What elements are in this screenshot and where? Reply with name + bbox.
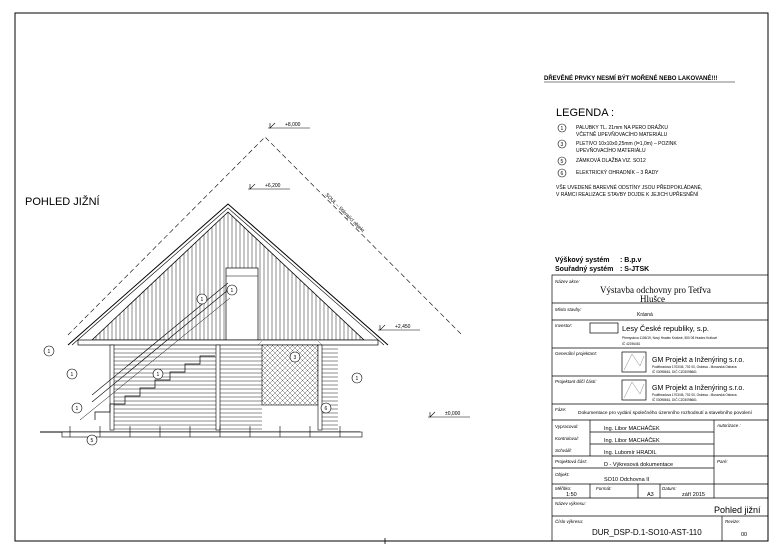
phase-value: Dokumentace pro vydání společného územního rozhodnutí a stavebního povolení [578, 411, 752, 416]
project-title-2: Hlušce [640, 294, 665, 304]
svg-text:1: 1 [230, 288, 234, 294]
prepared-by: Ing. Libor MACHÁČEK [604, 426, 660, 432]
coord-system-value: : S-JTSK [620, 266, 650, 273]
svg-text:1: 1 [560, 126, 564, 132]
elevation-marker-eave [378, 324, 420, 330]
svg-text:Poděbradova 1703/45, 702 00, O: Poděbradova 1703/45, 702 00, Ostrava - Moravská Ostrava [652, 393, 737, 397]
svg-text:Místo stavby:: Místo stavby: [555, 307, 582, 312]
project-part: D - Výkresová dokumentace [604, 462, 674, 468]
svg-text:Vypracoval:: Vypracoval: [555, 424, 579, 429]
svg-text:VČETNĚ UPEVŇOVACÍHO MATERIÁLU: VČETNĚ UPEVŇOVACÍHO MATERIÁLU [576, 132, 668, 138]
elevation-marker-zero [428, 411, 470, 417]
svg-text:Přemyslova 1106/19, Nový Hrade: Přemyslova 1106/19, Nový Hradec Králové, 500 08 Hradec Králové [622, 336, 718, 340]
svg-text:Datum:: Datum: [662, 486, 677, 491]
svg-text:+6,200: +6,200 [265, 183, 281, 189]
format-value: A3 [647, 492, 654, 498]
partial-designer-name: GM Projekt a Inženýring s.r.o. [652, 385, 745, 392]
svg-text:1: 1 [70, 372, 74, 378]
svg-text:+2,450: +2,450 [395, 324, 411, 330]
svg-text:Číslo výkresu:: Číslo výkresu: [555, 519, 584, 524]
svg-text:Měřítko:: Měřítko: [555, 486, 572, 491]
view-title: POHLED JIŽNÍ [25, 196, 100, 208]
object-value: SO10 Odchovna II [604, 477, 650, 483]
svg-text:ZÁMKOVÁ DLAŽBA VIZ. SO12: ZÁMKOVÁ DLAŽBA VIZ. SO12 [576, 158, 646, 164]
svg-text:Název výkresu:: Název výkresu: [555, 501, 586, 506]
svg-text:3: 3 [293, 355, 297, 361]
svg-text:PALUBKY TL. 21mm NA PERO DRÁŽK: PALUBKY TL. 21mm NA PERO DRÁŽKU [576, 125, 668, 131]
svg-text:Schválil:: Schválil: [555, 448, 572, 453]
svg-text:3: 3 [560, 142, 564, 148]
svg-text:6: 6 [324, 406, 328, 412]
svg-text:Revize:: Revize: [725, 519, 741, 524]
investor-name: Lesy České republiky, s.p. [622, 324, 709, 333]
svg-text:IČ 03098661, DIČ CZ03098661: IČ 03098661, DIČ CZ03098661 [652, 398, 697, 402]
svg-text:6: 6 [560, 171, 564, 177]
approved-by: Ing. Lubomír HRADIL [604, 450, 657, 456]
svg-text:PLETIVO 10x10x0,25mm (l=1,0m): PLETIVO 10x10x0,25mm (l=1,0m) – POZINK [576, 141, 677, 147]
drawing-name: Pohled jižní [714, 505, 761, 515]
roof-note: SOUL – Stávající objekt [323, 192, 366, 234]
legend-title: LEGENDA : [556, 107, 615, 119]
svg-text:Autorizace :: Autorizace : [717, 423, 741, 428]
svg-text:1: 1 [47, 349, 51, 355]
scale-value: 1:50 [566, 492, 577, 498]
legend-note: V RÁMCI REALIZACE STAVBY DOJDE K JEJICH UPŘESNĚNÍ [556, 192, 699, 198]
svg-text:Poděbradova 1703/45, 702 00, O: Poděbradova 1703/45, 702 00, Ostrava - Moravská Ostrava [652, 365, 737, 369]
svg-text:Název akce:: Název akce: [555, 279, 580, 284]
svg-text:Investor:: Investor: [555, 323, 573, 328]
height-system-value: : B.p.v [620, 257, 642, 264]
svg-text:±0,000: ±0,000 [445, 411, 461, 417]
svg-text:Projektová část:: Projektová část: [555, 459, 588, 464]
revision-value: 00 [741, 532, 748, 538]
svg-text:1: 1 [355, 376, 359, 382]
title-block-text [555, 279, 761, 538]
svg-text:1: 1 [156, 372, 160, 378]
svg-text:Formát:: Formát: [596, 486, 612, 491]
svg-text:+8,000: +8,000 [285, 122, 301, 128]
svg-text:Fáze:: Fáze: [555, 407, 567, 412]
svg-text:5: 5 [560, 159, 564, 165]
project-title: Výstavba odchovny pro Tetřva [600, 285, 711, 295]
svg-text:5: 5 [90, 438, 94, 444]
elevation-marker-mid [248, 183, 290, 189]
svg-text:Generální projektant:: Generální projektant: [555, 351, 598, 356]
svg-text:UPEVŇOVACÍHO MATERIÁLU: UPEVŇOVACÍHO MATERIÁLU [576, 148, 646, 154]
general-designer-name: GM Projekt a Inženýring s.r.o. [652, 357, 745, 364]
svg-text:Paré:: Paré: [717, 459, 728, 464]
legend-item [558, 168, 659, 177]
date-value: září 2015 [682, 492, 705, 498]
legend-item [558, 123, 668, 138]
svg-text:Projektant dílčí části:: Projektant dílčí části: [555, 379, 597, 384]
svg-text:IČ 03098661, DIČ CZ03098661: IČ 03098661, DIČ CZ03098661 [652, 370, 697, 374]
svg-text:IČ 42196451: IČ 42196451 [622, 342, 641, 346]
legend [556, 107, 702, 198]
drawing-number: DUR_DSP-D.1-SO10-AST-110 [592, 528, 702, 537]
legend-item [558, 156, 646, 165]
coord-system-label: Souřadný systém [555, 266, 614, 273]
svg-text:1: 1 [200, 297, 204, 303]
building-elevation [40, 204, 388, 437]
site-value: Krásná [637, 312, 653, 318]
svg-text:1: 1 [75, 406, 79, 412]
legend-item [558, 140, 677, 154]
svg-text:Objekt:: Objekt: [555, 472, 570, 477]
height-system-label: Výškový systém [555, 257, 610, 264]
svg-text:ELEKTRICKÝ OHRADNÍK – 3 ŘADY: ELEKTRICKÝ OHRADNÍK – 3 ŘADY [576, 170, 659, 176]
checked-by: Ing. Libor MACHÁČEK [604, 438, 660, 444]
elevation-marker-top [268, 122, 310, 128]
svg-text:Kontroloval:: Kontroloval: [555, 436, 579, 441]
legend-note: VŠE UVEDENÉ BAREVNÉ ODSTÍNY JSOU PŘEDPOKLÁDANÉ, [556, 185, 703, 191]
warning-text: DŘEVĚNÉ PRVKY NESMÍ BÝT MOŘENÉ NEBO LAKOVANÉ!!! [544, 76, 718, 82]
